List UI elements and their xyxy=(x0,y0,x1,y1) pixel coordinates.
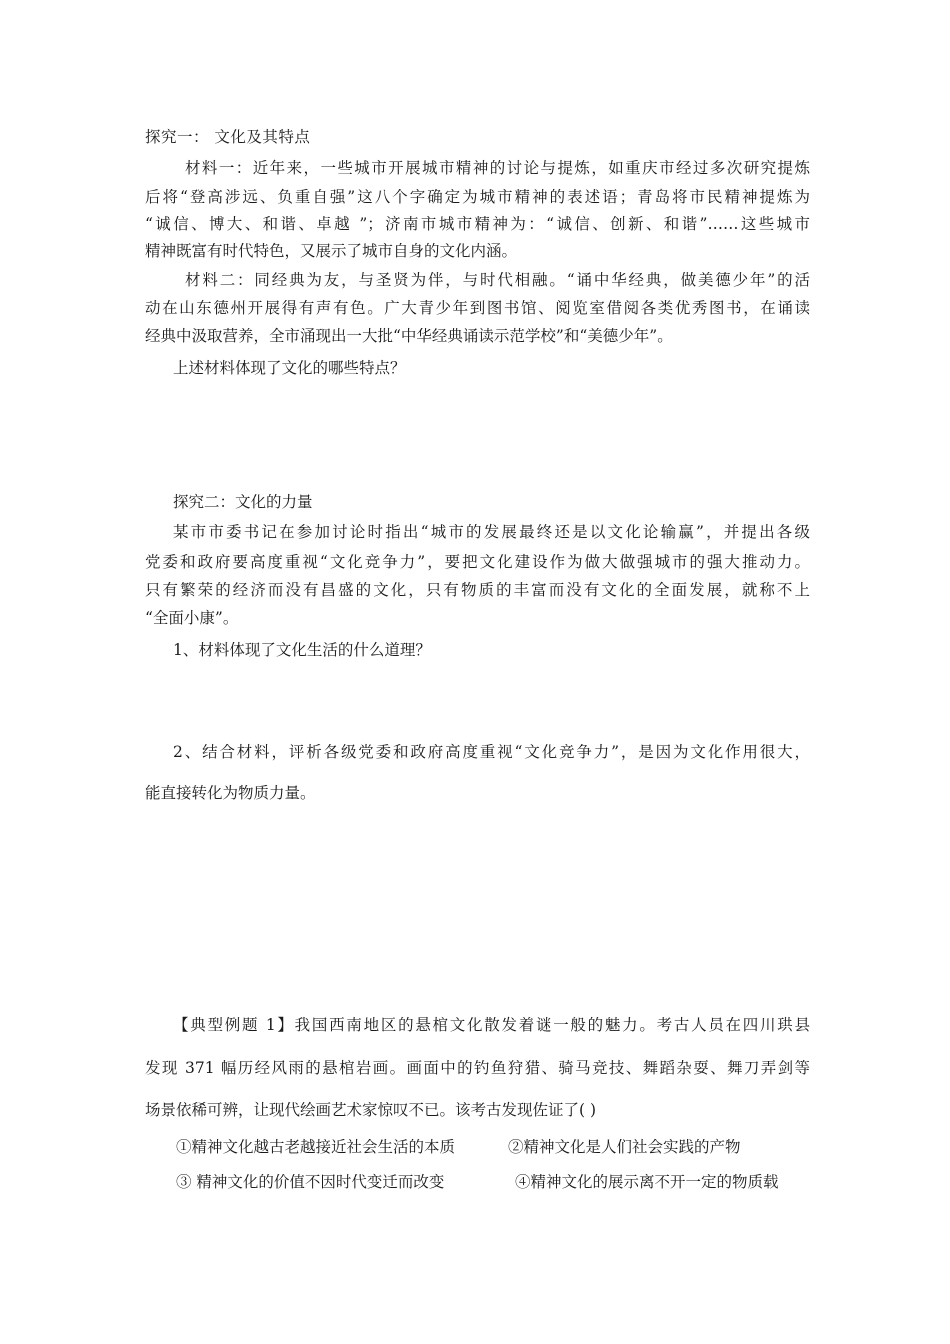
section2-material-line-4: “全面小康”。 xyxy=(145,609,239,627)
option-1: ①精神文化越古老越接近社会生活的本质 xyxy=(176,1138,456,1156)
section2-material-line-2: 党委和政府要高度重视“文化竞争力”，要把文化建设作为做大做强城市的强大推动力。 xyxy=(145,553,810,571)
material2-line-3: 经典中汲取营养，全市涌现出一大批“中华经典诵读示范学校”和“美德少年”。 xyxy=(145,327,673,345)
material1-line-3: “诚信、博大、和谐、卓越 ”；济南市城市精神为：“诚信、创新、和谐”……这些城市 xyxy=(145,215,810,233)
section1-title: 探究一： 文化及其特点 xyxy=(145,128,311,146)
section2-question-1: 1、材料体现了文化生活的什么道理？ xyxy=(173,641,431,659)
option-4: ④精神文化的展示离不开一定的物质载 xyxy=(515,1173,779,1191)
option-2: ②精神文化是人们社会实践的产物 xyxy=(508,1138,741,1156)
example-line-2: 发现 371 幅历经风雨的悬棺岩画。画面中的钓鱼狩猎、骑马竞技、舞蹈杂耍、舞刀弄剑等 xyxy=(145,1059,810,1077)
example-line-1: 【典型例题 1】我国西南地区的悬棺文化散发着谜一般的魅力。考古人员在四川珙县 xyxy=(173,1016,810,1034)
section2-question-2-line-2: 能直接转化为物质力量。 xyxy=(145,784,316,802)
material2-line-1: 材料二：同经典为友，与圣贤为伴，与时代相融。“诵中华经典，做美德少年”的活 xyxy=(185,271,810,289)
material1-line-1: 材料一：近年来，一些城市开展城市精神的讨论与提炼，如重庆市经过多次研究提炼 xyxy=(185,159,810,177)
material2-line-2: 动在山东德州开展得有声有色。广大青少年到图书馆、阅览室借阅各类优秀图书，在诵读 xyxy=(145,299,810,317)
section1-question: 上述材料体现了文化的哪些特点？ xyxy=(173,359,406,377)
section2-material-line-1: 某市市委书记在参加讨论时指出“城市的发展最终还是以文化论输赢”，并提出各级 xyxy=(173,523,810,541)
material1-line-4: 精神既富有时代特色，又展示了城市自身的文化内涵。 xyxy=(145,242,518,260)
section2-title: 探究二：文化的力量 xyxy=(173,493,313,511)
option-3: ③ 精神文化的价值不因时代变迁而改变 xyxy=(176,1173,445,1191)
example-line-3: 场景依稀可辨，让现代绘画艺术家惊叹不已。该考古发现佐证了( ) xyxy=(145,1101,597,1119)
material1-line-2: 后将“登高涉远、负重自强”这八个字确定为城市精神的表述语；青岛将市民精神提炼为 xyxy=(145,188,810,206)
section2-question-2-line-1: 2、结合材料，评析各级党委和政府高度重视“文化竞争力”，是因为文化作用很大， xyxy=(173,743,810,761)
section2-material-line-3: 只有繁荣的经济而没有昌盛的文化，只有物质的丰富而没有文化的全面发展，就称不上 xyxy=(145,581,810,599)
